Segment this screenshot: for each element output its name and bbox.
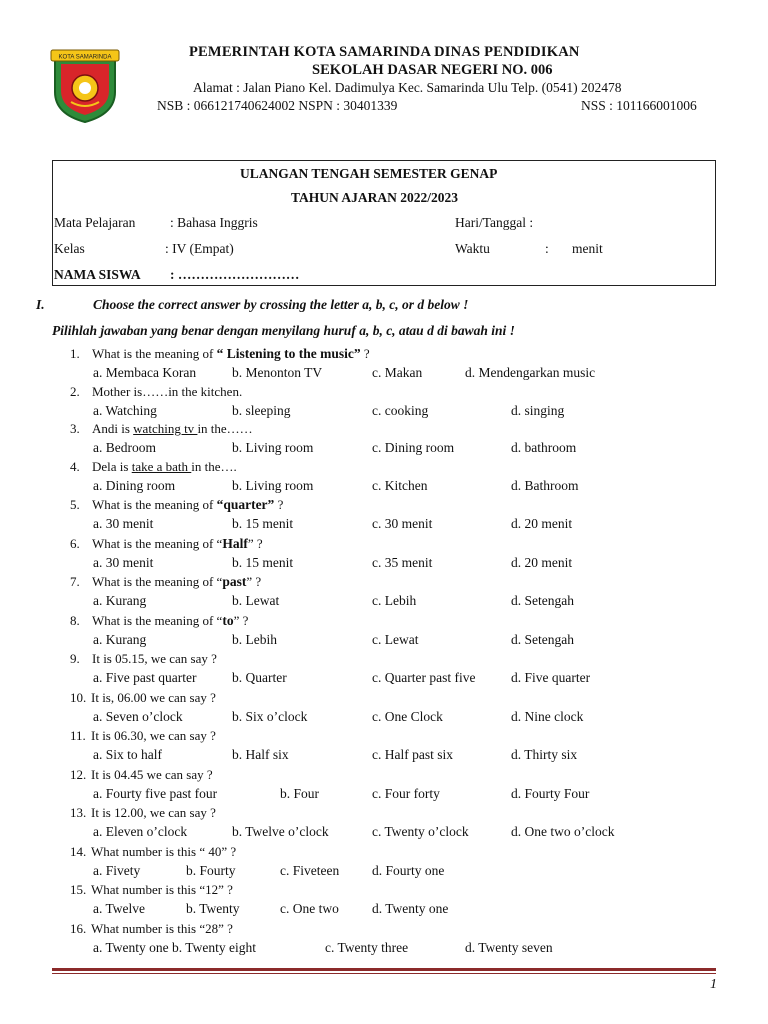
- student-name-field: : ………………………: [170, 267, 300, 282]
- answer-option: c. Half past six: [372, 747, 453, 762]
- question-text: [92, 536, 263, 552]
- question-text-part: in the….: [191, 459, 237, 474]
- question-text-part: What is the meaning of “: [92, 613, 223, 628]
- question-number: 7.: [70, 574, 80, 589]
- question-text-part: Dela is: [92, 459, 132, 474]
- exam-title: ULANGAN TENGAH SEMESTER GENAP: [240, 166, 498, 181]
- answer-option: a. Bedroom: [93, 440, 156, 455]
- header-nsb-npsn: NSB : 066121740624002 NSPN : 30401339: [157, 98, 398, 113]
- question-text: [91, 728, 216, 744]
- subject-value: : Bahasa Inggris: [170, 215, 258, 230]
- instruction-indonesian: Pilihlah jawaban yang benar dengan menyilang huruf a, b, c, atau d di bawah ini !: [52, 323, 515, 338]
- question-number: 6.: [70, 536, 80, 551]
- answer-option: c. Four forty: [372, 786, 440, 801]
- answer-option: c. One two: [280, 901, 339, 916]
- answer-option: d. Twenty one: [372, 901, 449, 916]
- footer-divider: [52, 968, 716, 971]
- answer-option: c. cooking: [372, 403, 429, 418]
- answer-option: a. 30 menit: [93, 555, 154, 570]
- answer-option: d. One two o’clock: [511, 824, 615, 839]
- question-number: 12.: [70, 767, 87, 782]
- exam-year: TAHUN AJARAN 2022/2023: [291, 190, 459, 205]
- question-text-part: in the……: [197, 421, 253, 436]
- question-keyword: “ Listening to the music”: [216, 346, 361, 361]
- question-number: 4.: [70, 459, 80, 474]
- answer-option: c. Makan: [372, 365, 423, 380]
- question-text: [92, 459, 237, 475]
- question-text-part: What is the meaning of: [92, 497, 217, 512]
- page-number: 1: [710, 977, 717, 992]
- answer-option: d. bathroom: [511, 440, 577, 455]
- question-number: 1.: [70, 346, 80, 361]
- answer-option: c. Lewat: [372, 632, 419, 647]
- question-text-part: What is the meaning of “: [92, 574, 223, 589]
- answer-option: c. Twenty three: [325, 940, 409, 955]
- answer-option: a. Dining room: [93, 478, 176, 493]
- question-keyword: to: [222, 613, 234, 628]
- class-label: Kelas: [54, 241, 85, 256]
- subject-label: Mata Pelajaran: [54, 215, 136, 230]
- time-colon: :: [545, 241, 549, 256]
- answer-option: b. Lewat: [232, 593, 280, 608]
- question-text: [92, 613, 248, 629]
- svg-text:KOTA SAMARINDA: KOTA SAMARINDA: [58, 54, 112, 61]
- question-text-part: What is the meaning of: [92, 346, 217, 361]
- answer-option: d. Fourty one: [372, 863, 445, 878]
- question-text-part: ?: [360, 346, 370, 361]
- question-text-part: It is 12.00, we can say ?: [91, 805, 216, 820]
- question-text-part: ” ?: [246, 574, 262, 589]
- answer-option: a. Membaca Koran: [93, 365, 197, 380]
- header-nss: NSS : 101166001006: [581, 98, 697, 113]
- question-number: 11.: [70, 728, 86, 743]
- answer-option: c. Quarter past five: [372, 670, 476, 685]
- answer-option: b. Living room: [232, 440, 314, 455]
- answer-option: d. Fourty Four: [511, 786, 590, 801]
- answer-option: b. Menonton TV: [232, 365, 323, 380]
- question-text-part: What number is this “12” ?: [91, 882, 233, 897]
- section-number: I.: [36, 297, 45, 312]
- answer-option: a. Watching: [93, 403, 157, 418]
- answer-option: b. Living room: [232, 478, 314, 493]
- answer-option: a. Fourty five past four: [93, 786, 218, 801]
- question-number: 16.: [70, 921, 87, 936]
- question-text: [91, 690, 216, 706]
- question-text: [92, 574, 261, 590]
- question-text-part: It is 04.45 we can say ?: [91, 767, 213, 782]
- answer-option: a. Six to half: [93, 747, 162, 762]
- city-emblem-logo: [49, 44, 121, 124]
- question-number: 14.: [70, 844, 87, 859]
- answer-option: b. Six o’clock: [232, 709, 308, 724]
- question-text: [92, 421, 253, 437]
- question-text: [91, 844, 236, 860]
- question-text-part: What number is this “28” ?: [91, 921, 233, 936]
- answer-option: a. Kurang: [93, 632, 147, 647]
- answer-option: b. Twenty: [186, 901, 240, 916]
- question-number: 5.: [70, 497, 80, 512]
- answer-option: d. Five quarter: [511, 670, 591, 685]
- answer-option: c. 35 menit: [372, 555, 433, 570]
- question-number: 10.: [70, 690, 87, 705]
- time-label: Waktu: [455, 241, 490, 256]
- question-text-part: ” ?: [233, 613, 249, 628]
- question-text-part: ?: [274, 497, 284, 512]
- question-text-part: It is, 06.00 we can say ?: [91, 690, 216, 705]
- answer-option: b. 15 menit: [232, 516, 294, 531]
- question-text-part: What is the meaning of “: [92, 536, 223, 551]
- question-text: [91, 805, 216, 821]
- header-address: Alamat : Jalan Piano Kel. Dadimulya Kec. Samarinda Ulu Telp. (0541) 202478: [193, 80, 622, 95]
- instruction-english: Choose the correct answer by crossing the letter a, b, c, or d below !: [93, 297, 469, 312]
- answer-option: d. Setengah: [511, 632, 574, 647]
- answer-option: b. Fourty: [186, 863, 236, 878]
- question-text: [91, 882, 233, 898]
- question-number: 3.: [70, 421, 80, 436]
- question-number: 9.: [70, 651, 80, 666]
- answer-option: c. Fiveteen: [280, 863, 340, 878]
- answer-option: c. Dining room: [372, 440, 455, 455]
- answer-option: a. Fivety: [93, 863, 141, 878]
- footer-divider-thin: [52, 973, 716, 974]
- question-underlined: take a bath: [131, 459, 192, 474]
- question-text-part: What number is this “ 40” ?: [91, 844, 237, 859]
- answer-option: b. 15 menit: [232, 555, 294, 570]
- answer-option: d. Twenty seven: [465, 940, 553, 955]
- answer-option: a. Five past quarter: [93, 670, 197, 685]
- answer-option: d. Nine clock: [511, 709, 584, 724]
- answer-option: b. Quarter: [232, 670, 287, 685]
- answer-option: b. Half six: [232, 747, 289, 762]
- class-value: : IV (Empat): [165, 241, 234, 256]
- student-name-label: NAMA SISWA: [54, 267, 141, 282]
- question-text: [91, 767, 213, 783]
- question-text-part: It is 06.30, we can say ?: [91, 728, 216, 743]
- answer-option: b. Lebih: [232, 632, 277, 647]
- question-text: [92, 651, 217, 667]
- question-number: 8.: [70, 613, 80, 628]
- question-text-part: It is 05.15, we can say ?: [92, 651, 217, 666]
- answer-option: d. 20 menit: [511, 516, 573, 531]
- date-label: Hari/Tanggal :: [455, 215, 534, 230]
- question-underlined: watching tv: [133, 421, 198, 436]
- answer-option: a. Eleven o’clock: [93, 824, 188, 839]
- answer-option: d. Thirty six: [511, 747, 578, 762]
- header-school-name: SEKOLAH DASAR NEGERI NO. 006: [312, 62, 553, 78]
- question-text-part: Andi is: [92, 421, 134, 436]
- answer-option: a. Twelve: [93, 901, 146, 916]
- answer-option: b. Four: [280, 786, 320, 801]
- question-number: 13.: [70, 805, 87, 820]
- question-text-part: Mother is……in the kitchen.: [92, 384, 243, 399]
- question-text: [91, 921, 233, 937]
- question-text: [92, 346, 370, 362]
- answer-option: a. Seven o’clock: [93, 709, 183, 724]
- answer-option: a. 30 menit: [93, 516, 154, 531]
- question-number: 2.: [70, 384, 80, 399]
- question-text: [92, 384, 242, 400]
- answer-option: a. Twenty one b. Twenty eight: [93, 940, 256, 955]
- question-text-part: ” ?: [247, 536, 263, 551]
- question-number: 15.: [70, 882, 87, 897]
- answer-option: b. Twelve o’clock: [232, 824, 329, 839]
- answer-option: d. singing: [511, 403, 565, 418]
- answer-option: c. Twenty o’clock: [372, 824, 469, 839]
- question-keyword: “quarter”: [216, 497, 275, 512]
- question-keyword: past: [222, 574, 247, 589]
- answer-option: d. Mendengarkan music: [465, 365, 596, 380]
- question-text: [92, 497, 283, 513]
- question-keyword: Half: [222, 536, 248, 551]
- header-government-title: PEMERINTAH KOTA SAMARINDA DINAS PENDIDIKAN: [189, 44, 580, 60]
- answer-option: c. Lebih: [372, 593, 417, 608]
- answer-option: b. sleeping: [232, 403, 291, 418]
- answer-option: a. Kurang: [93, 593, 147, 608]
- answer-option: c. 30 menit: [372, 516, 433, 531]
- answer-option: d. Bathroom: [511, 478, 579, 493]
- answer-option: c. One Clock: [372, 709, 443, 724]
- answer-option: d. 20 menit: [511, 555, 573, 570]
- answer-option: c. Kitchen: [372, 478, 428, 493]
- answer-option: d. Setengah: [511, 593, 574, 608]
- time-unit: menit: [572, 241, 603, 256]
